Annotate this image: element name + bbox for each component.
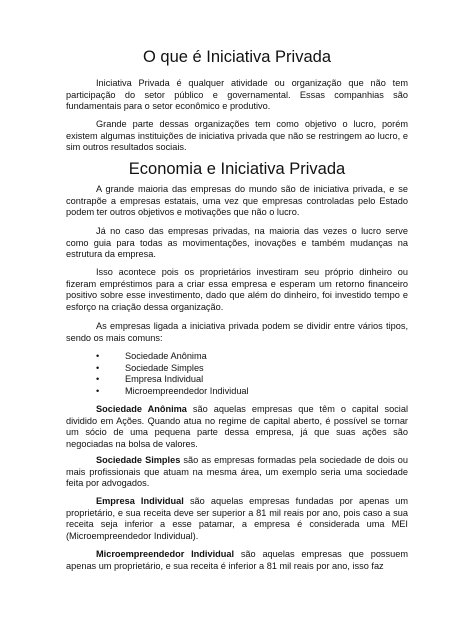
bullet-icon: • xyxy=(96,362,100,373)
intro-paragraph-1: Iniciativa Privada é qualquer atividade ou organização que não tem participação do setor público e governamental. Essas companhias são fundamentais para o setor econômico e produtivo. xyxy=(66,78,408,112)
list-item: • Sociedade Simples xyxy=(96,362,204,373)
paragraph-2: Já no caso das empresas privadas, na maioria das vezes o lucro serve como guia para todas as movimentações, inovações e também mudanças na estrutura da empresa. xyxy=(66,226,408,260)
bullet-icon: • xyxy=(96,385,100,396)
list-item: • Microempreendedor Individual xyxy=(96,385,249,396)
definition-empresa-individual: Empresa Individual são aquelas empresas fundadas por apenas um proprietário, e sua receita deve ser superior a 81 mil reais por ano, pois caso a sua receita seja inferior a esse patamar, a empresa é considerada uma MEI (Microempreendedor Individual). xyxy=(66,496,408,541)
bullet-icon: • xyxy=(96,351,100,361)
intro-paragraph-2: Grande parte dessas organizações tem como objetivo o lucro, porém existem algumas instituições de iniciativa privada que não se restringem ao lucro, e sim outros resultados sociais. xyxy=(66,119,408,153)
definition-microempreendedor: Microempreendedor Individual são aquelas empresas que possuem apenas um proprietário, e sua receita é inferior a 81 mil reais por ano, isso faz xyxy=(66,549,408,571)
list-item: • Empresa Individual xyxy=(96,374,204,385)
section-title: Economia e Iniciativa Privada xyxy=(128,160,346,178)
definition-sociedade-anonima: Sociedade Anônima são aquelas empresas que têm o capital social dividido em Ações. Quando atua no regime de capital aberto, é possível se tornar um sócio de uma pequena parte dessa empresa, já que suas ações são negociadas na bolsa de valores. xyxy=(66,404,408,449)
page-title: O que é Iniciativa Privada xyxy=(142,48,332,66)
paragraph-1: A grande maioria das empresas do mundo são de iniciativa privada, e se contrapõe a empresas estatais, uma vez que empresas controladas pelo Estado podem ter outros objetivos e motivações que não o lucro. xyxy=(66,184,408,218)
paragraph-4: As empresas ligada a iniciativa privada podem se dividir entre vários tipos, sendo os mais comuns: xyxy=(66,321,408,343)
bullet-icon: • xyxy=(96,374,100,385)
list-item: • Sociedade Anônima xyxy=(96,351,207,361)
company-types-list xyxy=(66,351,408,397)
paragraph-3: Isso acontece pois os proprietários investiram seu próprio dinheiro ou fizeram empréstimos para a criar essa empresa e esperam um retorno financeiro positivo sobre esse investimento, dado que além do dinheiro, foi investido tempo e esforço na criação dessa organização. xyxy=(66,267,408,312)
definition-sociedade-simples: Sociedade Simples são as empresas formadas pela sociedade de dois ou mais profissionais que atuam na mesma área, um exemplo seria uma sociedade feita por advogados. xyxy=(66,455,408,489)
